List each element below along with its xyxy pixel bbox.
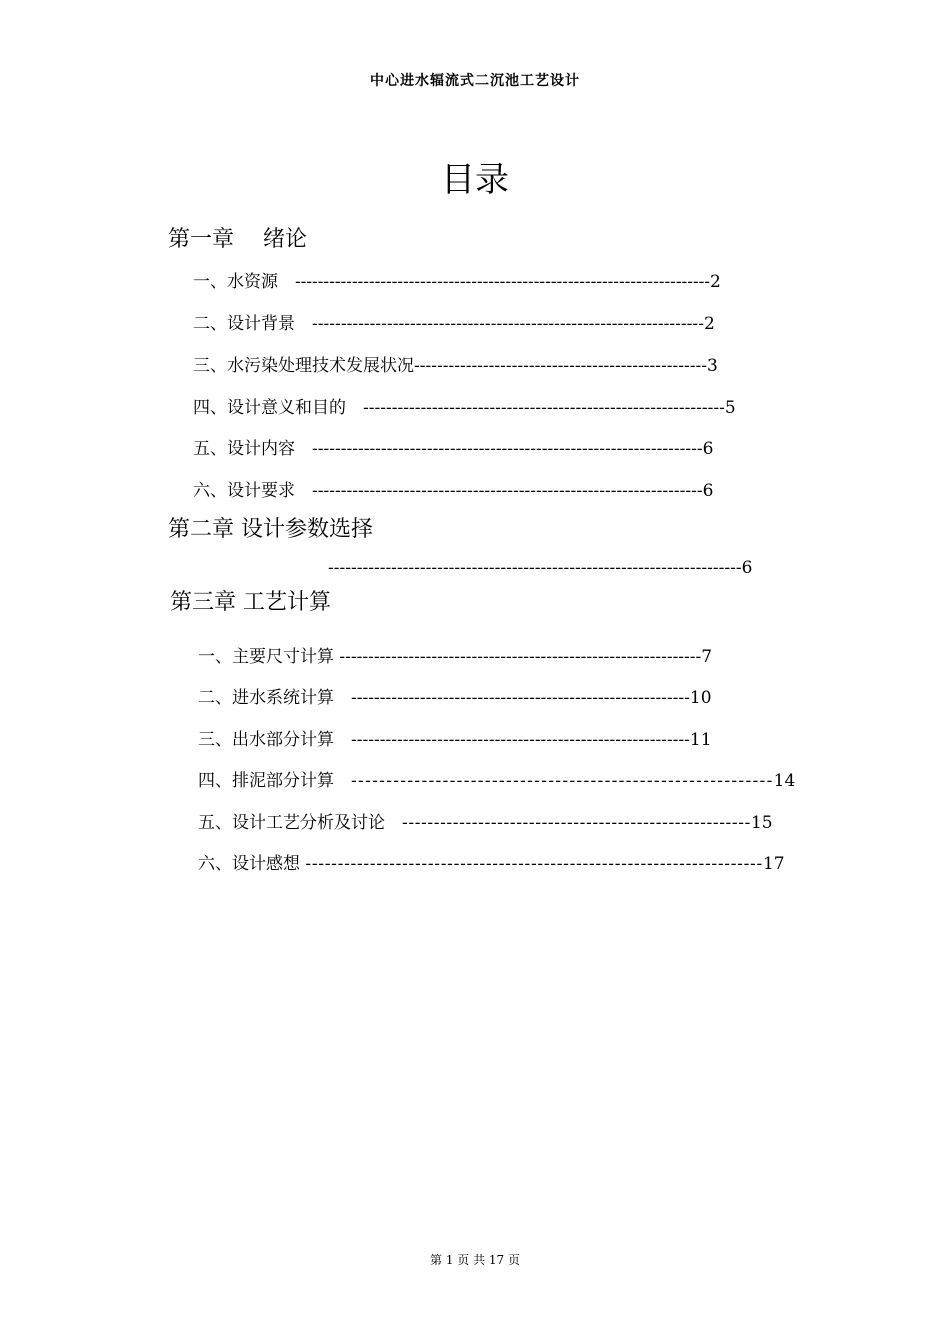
toc-entry-label: 五、设计工艺分析及讨论: [198, 813, 402, 833]
toc-page-number: 6: [702, 481, 714, 501]
toc-entry[interactable]: [193, 438, 713, 460]
toc-entry[interactable]: [193, 480, 713, 502]
toc-page-number: 2: [703, 314, 715, 334]
toc-leader: ---------------------------------------------------: [414, 356, 707, 376]
toc-leader: -----------------------------------------------------------: [351, 730, 690, 750]
toc-entry[interactable]: [198, 770, 795, 792]
chapter-1-title: 第一章 绪论: [168, 227, 307, 252]
toc-title: 目录: [441, 160, 509, 200]
running-header: 中心进水辐流式二沉池工艺设计: [370, 73, 580, 89]
toc-entry[interactable]: [198, 687, 712, 709]
toc-entry[interactable]: [193, 313, 715, 335]
toc-leader: ---------------------------------------------------------------: [339, 647, 702, 667]
toc-page-number: 3: [706, 356, 718, 376]
toc-entry-label: 一、水资源: [193, 272, 295, 292]
toc-entry[interactable]: [198, 646, 712, 668]
toc-page-number: 15: [750, 813, 773, 833]
toc-leader: ---------------------------------------------------------------: [363, 398, 725, 418]
toc-entry-label: 六、设计感想: [198, 854, 306, 874]
toc-entry-label: 一、主要尺寸计算: [198, 647, 340, 667]
toc-page-number: 11: [689, 730, 712, 750]
toc-entry[interactable]: [198, 812, 773, 834]
toc-leader: --------------------------------------------------------------------: [312, 439, 703, 459]
toc-page-number: 6: [741, 558, 753, 578]
toc-leader: --------------------------------------------------------------------: [312, 481, 703, 501]
toc-leader: -------------------------------------------------------: [402, 813, 751, 833]
toc-page-number: 5: [724, 398, 736, 418]
page-footer: 第 1 页 共 17 页: [430, 1253, 520, 1267]
toc-leader: -------------------------------------------------------------------------: [295, 272, 710, 292]
toc-page-number: 14: [773, 771, 796, 791]
toc-entry-label: 二、设计背景: [193, 314, 312, 334]
toc-entry[interactable]: [198, 729, 712, 751]
toc-entry-label: 三、水污染处理技术发展状况: [193, 356, 414, 376]
toc-entry[interactable]: [193, 397, 736, 419]
toc-entry[interactable]: [193, 271, 721, 293]
toc-page-number: 6: [702, 439, 714, 459]
toc-entry-label: 二、进水系统计算: [198, 688, 351, 708]
toc-leader: ------------------------------------------------------------------------: [328, 558, 742, 578]
chapter-3-title: 第三章 工艺计算: [170, 590, 331, 615]
toc-page-number: 7: [701, 647, 713, 667]
toc-page-number: 10: [689, 688, 712, 708]
toc-page-number: 17: [762, 854, 785, 874]
toc-entry-label: 六、设计要求: [193, 481, 312, 501]
toc-entry[interactable]: [193, 355, 718, 377]
chapter-2-title: 第二章 设计参数选择: [168, 517, 373, 542]
toc-entry-label: 五、设计内容: [193, 439, 312, 459]
toc-entry[interactable]: [198, 853, 785, 875]
toc-entry-label: 四、排泥部分计算: [198, 771, 351, 791]
toc-entry[interactable]: [328, 557, 752, 579]
toc-page-number: 2: [709, 272, 721, 292]
toc-leader: -----------------------------------------------------------------------: [305, 854, 763, 874]
toc-entry-label: 三、出水部分计算: [198, 730, 351, 750]
toc-leader: --------------------------------------------------------------------: [312, 314, 704, 334]
toc-leader: -----------------------------------------------------------: [351, 688, 690, 708]
toc-entry-label: 四、设计意义和目的: [193, 398, 363, 418]
toc-leader: ------------------------------------------------------------: [351, 771, 774, 791]
